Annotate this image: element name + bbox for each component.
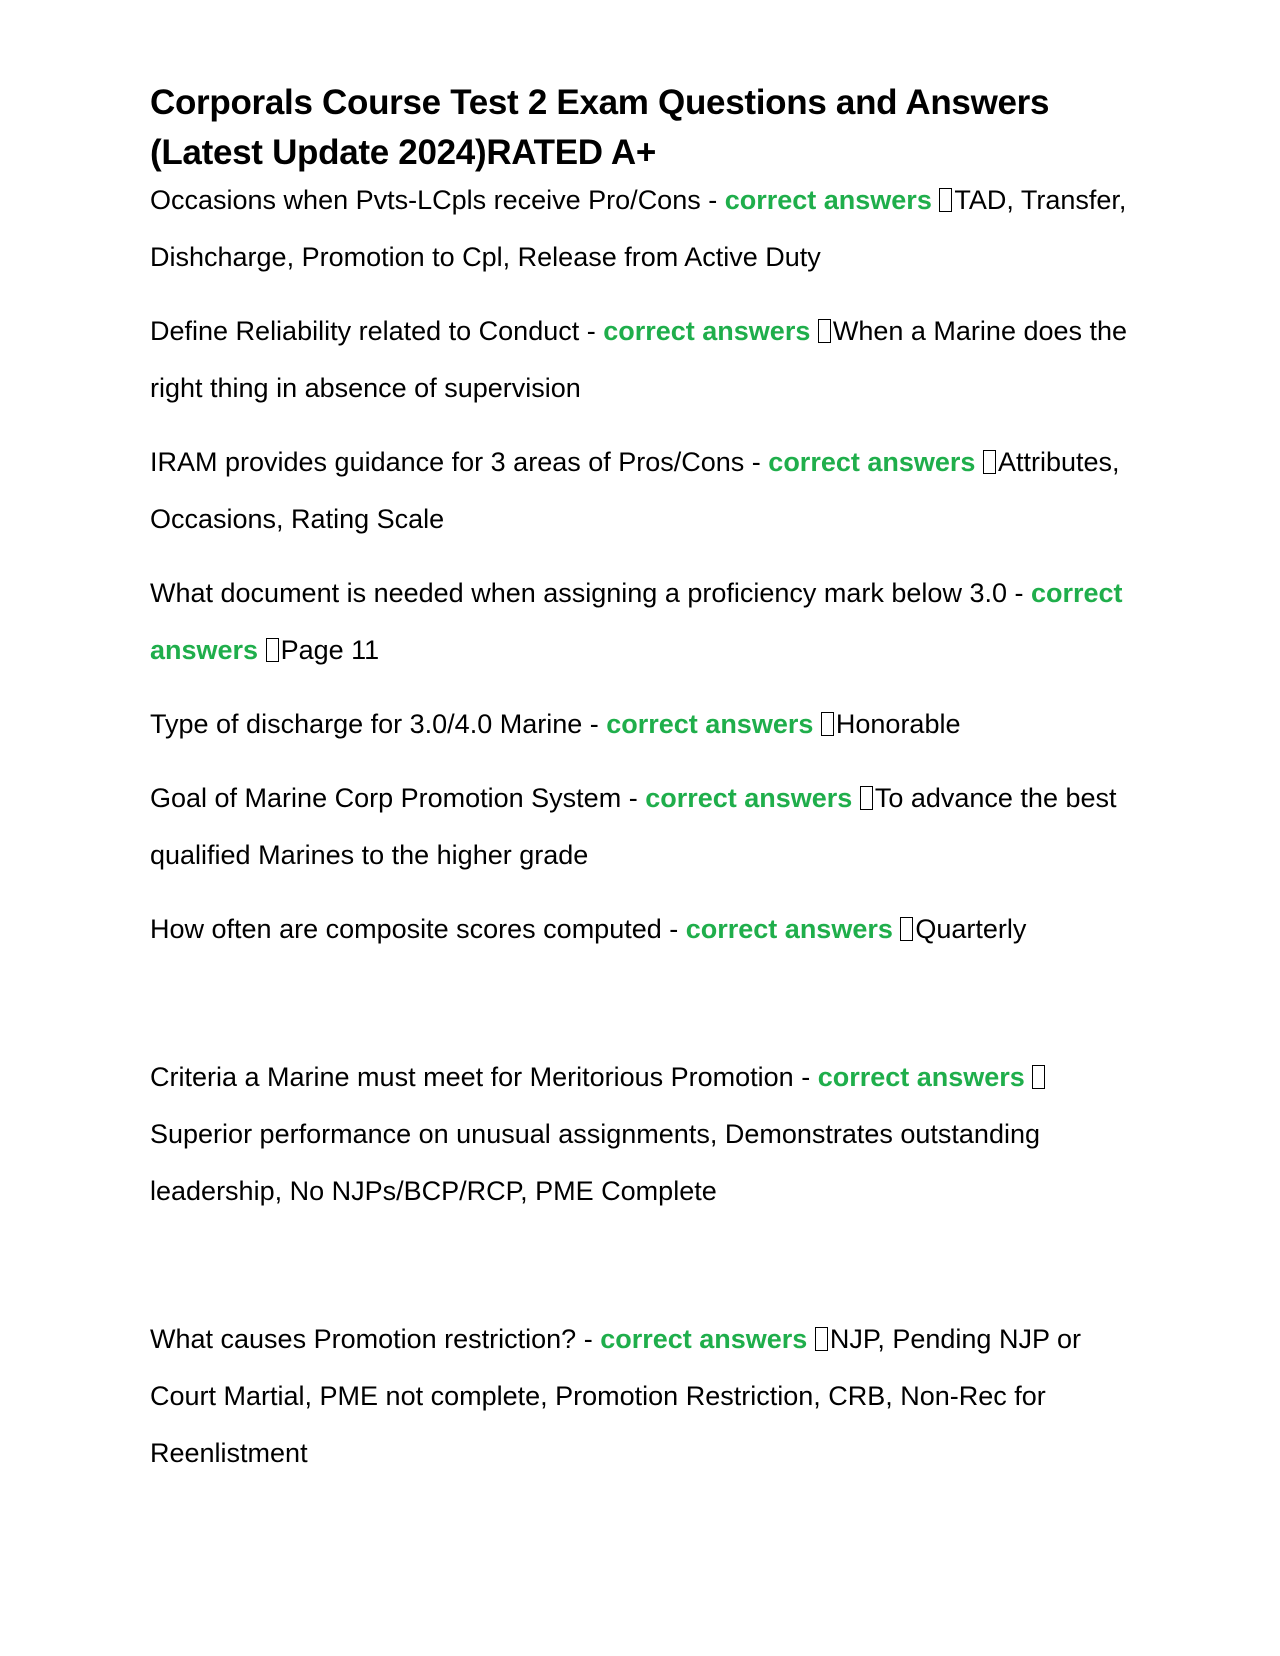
qa-item: Define Reliability related to Conduct - correct answers When a Marine does the right thing in absence of supervision <box>150 316 1128 403</box>
answer-text: Attributes, Occasions, Rating Scale <box>150 447 1120 534</box>
answer-label: correct answers <box>600 1324 808 1354</box>
qa-item: Criteria a Marine must meet for Meritorious Promotion - correct answers Superior performance on unusual assignments, Demonstrates outstanding leadership, No NJPs/BCP/RCP, PME Complete <box>150 1049 1130 1220</box>
qa-item: How often are composite scores computed - correct answers Quarterly <box>150 914 1027 944</box>
question-text: How often are composite scores computed <box>150 914 662 944</box>
answer-text: To advance the best qualified Marines to the higher grade <box>150 783 1117 870</box>
answer-text: Page 11 <box>280 635 380 665</box>
answer-label: correct answers <box>768 447 976 477</box>
missing-glyph-icon <box>815 1327 828 1351</box>
answer-label: correct answers <box>645 783 853 813</box>
answer-label: correct answers <box>724 185 932 215</box>
missing-glyph-icon <box>266 638 279 662</box>
answer-label: correct answers <box>606 709 814 739</box>
qa-item: Occasions when Pvts-LCpls receive Pro/Cons - correct answers TAD, Transfer, Dishcharge, Promotion to Cpl, Release from Active Duty <box>150 185 1127 272</box>
answer-text: Honorable <box>835 709 961 739</box>
qa-item: What causes Promotion restriction? - correct answers NJP, Pending NJP or Court Martial, PME not complete, Promotion Restriction, CRB, Non-Rec for Reenlistment <box>150 1324 1081 1468</box>
missing-glyph-icon <box>821 712 834 736</box>
question-text: What causes Promotion restriction? <box>150 1324 577 1354</box>
question-text: Goal of Marine Corp Promotion System <box>150 783 622 813</box>
qa-item: Goal of Marine Corp Promotion System - correct answers To advance the best qualified Marines to the higher grade <box>150 783 1117 870</box>
missing-glyph-icon <box>818 319 831 343</box>
question-text: Occasions when Pvts-LCpls receive Pro/Cons <box>150 185 701 215</box>
answer-label: correct answers <box>603 316 811 346</box>
missing-glyph-icon <box>1032 1065 1045 1089</box>
question-text: What document is needed when assigning a proficiency mark below 3.0 <box>150 578 1007 608</box>
question-text: Criteria a Marine must meet for Meritorious Promotion <box>150 1062 794 1092</box>
missing-glyph-icon <box>939 188 952 212</box>
missing-glyph-icon <box>900 917 913 941</box>
document-page <box>150 78 1130 1482</box>
answer-text: TAD, Transfer, Dishcharge, Promotion to Cpl, Release from Active Duty <box>150 185 1127 272</box>
missing-glyph-icon <box>983 450 996 474</box>
answer-text: Superior performance on unusual assignments, Demonstrates outstanding leadership, No NJPs/BCP/RCP, PME Complete <box>150 1119 1040 1206</box>
answer-text: When a Marine does the right thing in absence of supervision <box>150 316 1128 403</box>
question-text: Type of discharge for 3.0/4.0 Marine <box>150 709 583 739</box>
qa-item: IRAM provides guidance for 3 areas of Pros/Cons - correct answers Attributes, Occasions, Rating Scale <box>150 447 1120 534</box>
document-title: Corporals Course Test 2 Exam Questions and Answers (Latest Update 2024)RATED A+ <box>150 83 1050 172</box>
qa-item: Type of discharge for 3.0/4.0 Marine - correct answers Honorable <box>150 709 961 739</box>
answer-label: correct answers <box>817 1062 1025 1092</box>
answer-label: correct answers <box>685 914 893 944</box>
question-text: Define Reliability related to Conduct <box>150 316 580 346</box>
missing-glyph-icon <box>860 786 873 810</box>
answer-text: Quarterly <box>915 914 1027 944</box>
qa-item: What document is needed when assigning a proficiency mark below 3.0 - correct answers Page 11 <box>150 578 1123 665</box>
question-text: IRAM provides guidance for 3 areas of Pros/Cons <box>150 447 745 477</box>
answer-label: correct answers <box>150 578 1123 665</box>
answer-text: NJP, Pending NJP or Court Martial, PME not complete, Promotion Restriction, CRB, Non-Rec for Reenlistment <box>150 1324 1081 1468</box>
